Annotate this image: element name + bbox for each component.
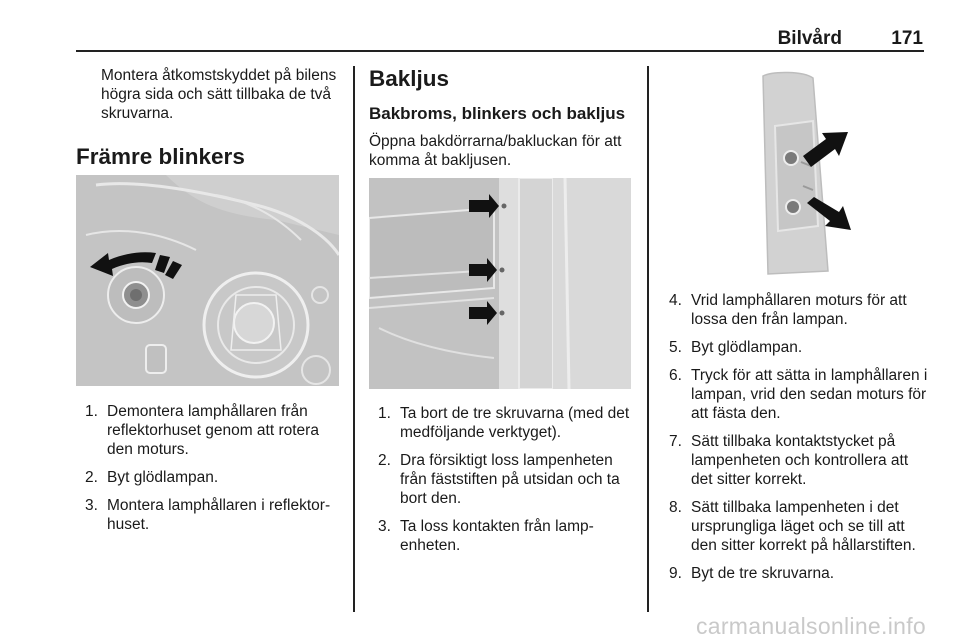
step-text: Sätt tillbaka lampenheten i det ursprungliga läget och se till att den sitter korrekt på hållarstiften.	[691, 499, 916, 554]
intro-text-middle: Öppna bakdörrarna/bakluckan för att komma åt bakljusen.	[369, 133, 622, 169]
header-divider	[76, 50, 924, 52]
step-text: Ta loss kontakten från lamp-enheten.	[400, 518, 594, 554]
column-divider-2	[647, 66, 649, 612]
left-steps-list	[85, 402, 343, 543]
column-divider-1	[353, 66, 355, 612]
rear-lamp-unit-illustration	[663, 66, 925, 277]
list-item	[85, 496, 343, 534]
list-item	[85, 402, 343, 459]
step-number: 2.	[378, 452, 391, 469]
step-number: 8.	[669, 499, 682, 516]
list-item	[669, 498, 931, 555]
watermark: carmanualsonline.info	[695, 613, 926, 639]
list-item	[85, 468, 343, 487]
step-number: 5.	[669, 339, 682, 356]
right-steps-list	[669, 291, 931, 592]
step-text: Byt glödlampan.	[691, 339, 803, 356]
step-text: Byt glödlampan.	[107, 469, 219, 486]
step-number: 4.	[669, 292, 682, 309]
step-number: 2.	[85, 469, 98, 486]
rear-door-illustration	[369, 178, 631, 389]
page-number: 171	[891, 28, 923, 49]
list-item	[669, 432, 931, 489]
middle-steps-list	[378, 404, 640, 564]
list-item	[378, 451, 640, 508]
step-number: 1.	[85, 403, 98, 420]
subsection-title: Bakbroms, blinkers och bakljus	[369, 104, 626, 123]
step-number: 1.	[378, 405, 391, 422]
header-title: Bilvård	[777, 28, 842, 49]
step-number: 3.	[378, 518, 391, 535]
step-text: Montera lamphållaren i reflektor-huset.	[107, 497, 331, 533]
list-item	[669, 338, 931, 357]
step-text: Sätt tillbaka kontaktstycket på lampenheten och kontrollera att det sitter korrekt.	[691, 433, 909, 488]
list-item	[669, 366, 931, 423]
front-indicator-illustration	[76, 175, 339, 386]
list-item	[378, 517, 640, 555]
step-text: Ta bort de tre skruvarna (med det medföljande verktyget).	[400, 405, 630, 441]
intro-text-left: Montera åtkomstskyddet på bilens högra sida och sätt tillbaka de två skruvarna.	[101, 67, 337, 122]
section-title-rear-lights: Bakljus	[369, 66, 450, 91]
step-text: Vrid lamphållaren moturs för att lossa den från lampan.	[691, 292, 907, 328]
list-item	[669, 291, 931, 329]
step-text: Tryck för att sätta in lamphållaren i lampan, vrid den sedan moturs för att fästa den.	[691, 367, 928, 422]
list-item	[378, 404, 640, 442]
step-text: Demontera lamphållaren från reflektorhuset genom att rotera den moturs.	[107, 403, 319, 458]
step-text: Byt de tre skruvarna.	[691, 565, 835, 582]
step-number: 7.	[669, 433, 682, 450]
step-text: Dra försiktigt loss lampenheten från fäststiften på utsidan och ta bort den.	[400, 452, 620, 507]
step-number: 9.	[669, 565, 682, 582]
step-number: 3.	[85, 497, 98, 514]
step-number: 6.	[669, 367, 682, 384]
section-title-front-indicators: Främre blinkers	[76, 144, 245, 169]
list-item	[669, 564, 931, 583]
